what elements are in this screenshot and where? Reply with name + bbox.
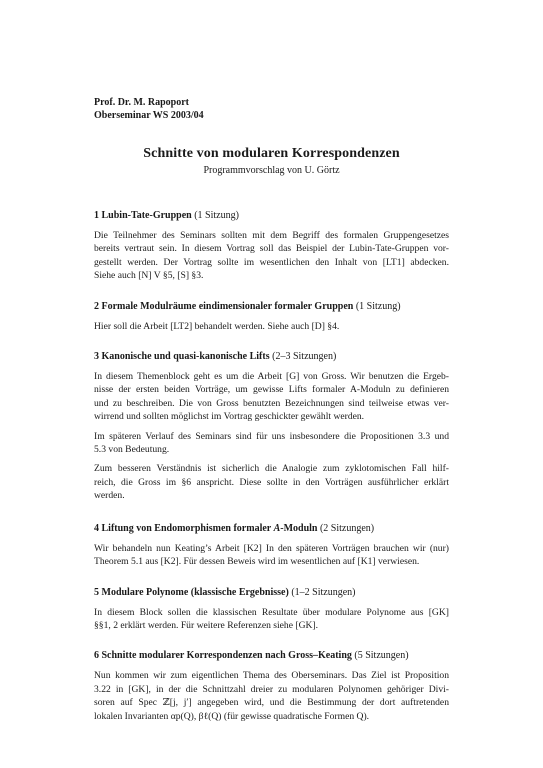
section-1 <box>94 210 449 283</box>
section-5 <box>94 587 449 633</box>
section-3 <box>94 351 449 503</box>
section-number: 6 <box>94 650 102 662</box>
section-title: Formale Modulräume eindimensionaler formaler Gruppen <box>101 300 354 312</box>
section-paragraph <box>94 462 449 502</box>
semester-line: Oberseminar WS 2003/04 <box>94 109 204 121</box>
section-sessions: (1 Sitzung) <box>191 210 239 221</box>
section-sessions: (1–2 Sitzungen) <box>288 586 356 598</box>
section-title: Modulare Polynome (klassische Ergebnisse) <box>101 586 289 598</box>
text-line: nisse der ersten beiden Vorträge, um gewisse Lifts formaler A-Moduln zu definieren <box>94 384 449 396</box>
section-4 <box>94 523 449 569</box>
text-line: wirrend und sollten möglichst im Vortrag geschickter gewählt werden. <box>94 411 365 423</box>
sections <box>94 210 449 723</box>
text-line: bereits vertraut sein. In diesem Vortrag soll das Beispiel der Lubin-Tate-Gruppen vor- <box>94 243 449 255</box>
text-line: Zum besseren Verständnis ist sicherlich die Analogie zum zyklotomischen Fall hilf- <box>94 463 449 475</box>
document-title: Schnitte von modularen Korrespondenzen <box>143 146 400 161</box>
text-line: Siehe auch [N] V §5, [S] §3. <box>94 270 204 282</box>
text-line: und zu beschreiben. Die von Gross benutzten Bezeichnungen sind teilweise etwas ver- <box>94 397 449 409</box>
document-page <box>94 97 449 741</box>
section-title: Kanonische und quasi-kanonische Lifts <box>101 351 270 363</box>
section-heading <box>94 351 449 363</box>
text-line: In diesem Themenblock geht es um die Arbeit [G] von Gross. Wir benutzen die Ergeb- <box>94 371 449 383</box>
section-sessions: (2–3 Sitzungen) <box>269 351 337 363</box>
section-title: Schnitte modularer Korrespondenzen nach Gross–Keating <box>101 650 352 662</box>
section-title: Lubin-Tate-Gruppen <box>101 210 192 221</box>
section-sessions: (2 Sitzungen) <box>317 522 375 534</box>
section-paragraph <box>94 229 449 283</box>
section-sessions: (5 Sitzungen) <box>351 650 409 662</box>
text-line: gestellt werden. Der Vortrag sollte im wesentlichen den Inhalt von [LT1] abdecken. <box>94 256 449 268</box>
section-paragraph <box>94 542 449 569</box>
text-line: Wir behandeln nun Keating’s Arbeit [K2] In den späteren Vorträgen brauchen wir (nur) <box>94 542 449 554</box>
text-line: Hier soll die Arbeit [LT2] behandelt werden. Siehe auch [D] §4. <box>94 320 340 332</box>
section-number: 1 <box>94 210 102 221</box>
text-line: Im späteren Verlauf des Seminars sind für uns insbesondere die Propositionen 3.3 und <box>94 430 449 442</box>
section-paragraph <box>94 606 449 633</box>
text-line: Theorem 5.1 aus [K2]. Für dessen Beweis wird im wesentlichen auf [K1] verwiesen. <box>94 556 420 568</box>
section-heading <box>94 587 449 599</box>
text-line: In diesem Block sollen die klassischen Resultate über modulare Polynome aus [GK] <box>94 606 449 618</box>
section-number: 2 <box>94 300 102 312</box>
section-6 <box>94 650 449 723</box>
section-title-math: A <box>273 522 281 534</box>
section-title <box>102 523 318 534</box>
text-line: Nun kommen wir zum eigentlichen Thema des Oberseminars. Das Ziel ist Proposition <box>94 670 449 682</box>
text-line: 3.22 in [GK], in der die Schnittzahl dreier zu modularen Polynomen gehöriger Divi- <box>94 683 449 695</box>
text-line: §§1, 2 erklärt werden. Für weitere Referenzen siehe [GK]. <box>94 619 319 631</box>
author-line: Prof. Dr. M. Rapoport <box>94 97 189 108</box>
section-title-part: Liftung von Endomorphismen formaler <box>101 522 274 534</box>
section-paragraph <box>94 430 449 457</box>
text-line: lokalen Invarianten αp(Q), βℓ(Q) (für gewisse quadratische Formen Q). <box>94 710 370 722</box>
section-heading <box>94 210 449 222</box>
section-heading <box>94 301 449 313</box>
section-paragraph <box>94 370 449 424</box>
document-subtitle: Programmvorschlag von U. Görtz <box>203 165 340 176</box>
section-paragraph <box>94 669 449 723</box>
section-heading <box>94 523 449 535</box>
header <box>94 97 449 122</box>
text-line: 5.3 von Bedeutung. <box>94 444 170 456</box>
text-line: reich, die Gross im §6 anspricht. Diese sollte in den Vorträgen ausführlicher erklärt <box>94 476 449 488</box>
section-heading <box>94 650 449 662</box>
section-number: 4 <box>94 522 102 534</box>
text-line: soren auf Spec ℤ[j, j′] angegeben wird, und die Bestimmung der dort auftretenden <box>94 697 449 709</box>
section-number: 5 <box>94 586 102 598</box>
section-sessions: (1 Sitzung) <box>353 300 401 312</box>
text-line: Die Teilnehmer des Seminars sollten mit dem Begriff des formalen Gruppengesetzes <box>94 230 449 241</box>
section-2 <box>94 301 449 333</box>
section-paragraph <box>94 320 449 333</box>
section-title-part: -Moduln <box>280 522 318 534</box>
section-number: 3 <box>94 351 102 363</box>
text-line: werden. <box>94 490 125 502</box>
